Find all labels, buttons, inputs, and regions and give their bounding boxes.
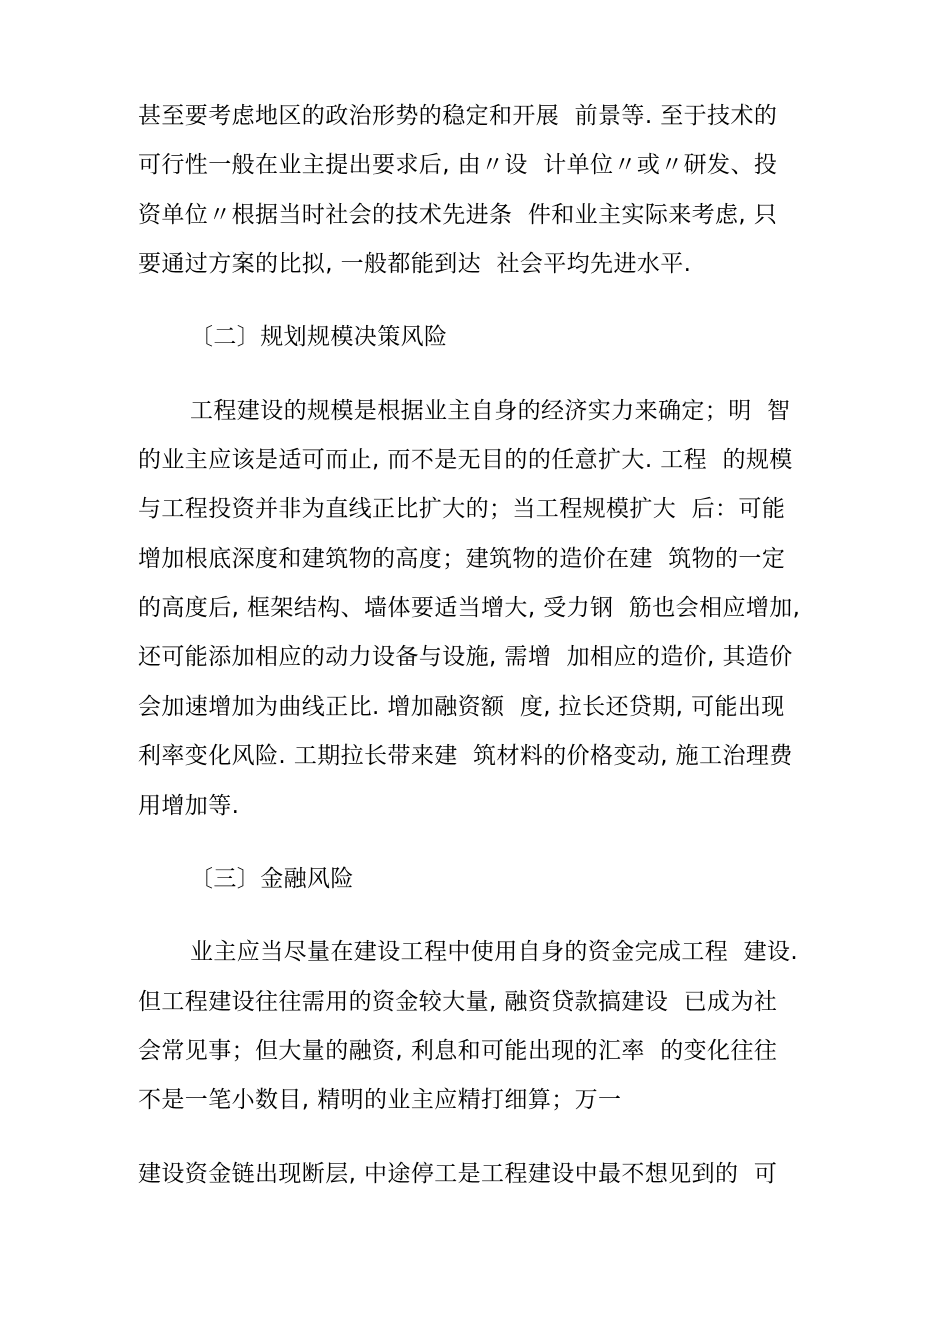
paragraph-1-line-1: 甚至要考虑地区的政治形势的稳定和开展 前景等. 至于技术的 [138, 103, 778, 129]
paragraph-3-line-2: 但工程建设往往需用的资金较大量, 融资贷款搞建设 已成为社 [138, 989, 778, 1015]
paragraph-2-line-7: 会加速增加为曲线正比. 增加融资额 度, 拉长还贷期, 可能出现 [138, 694, 785, 720]
paragraph-2-line-2: 的业主应该是适可而止, 而不是无目的的任意扩大. 工程 的规模 [138, 447, 793, 473]
paragraph-3-line-3: 会常见事；但大量的融资, 利息和可能出现的汇率 的变化往往 [138, 1038, 778, 1064]
paragraph-4-line-1: 建设资金链出现断层, 中途停工是工程建设中最不想见到的 可 [138, 1161, 778, 1187]
section-heading-3: 〔三〕金融风险 [190, 866, 354, 892]
paragraph-2-line-3: 与工程投资并非为直线正比扩大的；当工程规模扩大 后：可能 [138, 496, 786, 522]
paragraph-2-line-5: 的高度后, 框架结构、墙体要适当增大, 受力钢 筋也会相应增加, [138, 595, 801, 621]
paragraph-2-line-8: 利率变化风险. 工期拉长带来建 筑材料的价格变动, 施工治理费 [138, 743, 793, 769]
paragraph-1-line-3: 资单位〃根据当时社会的技术先进条 件和业主实际来考虑, 只 [138, 202, 778, 228]
paragraph-3-line-1: 业主应当尽量在建设工程中使用自身的资金完成工程 建设. [190, 939, 799, 965]
section-heading-2: 〔二〕规划规模决策风险 [190, 324, 448, 350]
paragraph-3-line-4: 不是一笔小数目, 精明的业主应精打细算；万一 [138, 1087, 622, 1113]
paragraph-2-line-1: 工程建设的规模是根据业主自身的经济实力来确定；明 智 [190, 398, 791, 424]
paragraph-2-line-6: 还可能添加相应的动力设备与设施, 需增 加相应的造价, 其造价 [138, 644, 793, 670]
paragraph-2-line-9: 用增加等. [138, 793, 240, 819]
paragraph-1-line-2: 可行性一般在业主提出要求后, 由〃设 计单位〃或〃研发、投 [138, 152, 778, 178]
paragraph-2-line-4: 增加根底深度和建筑物的高度；建筑物的造价在建 筑物的一定 [138, 546, 786, 572]
paragraph-1-line-4: 要通过方案的比拟, 一般都能到达 社会平均先进水平. [138, 251, 692, 277]
